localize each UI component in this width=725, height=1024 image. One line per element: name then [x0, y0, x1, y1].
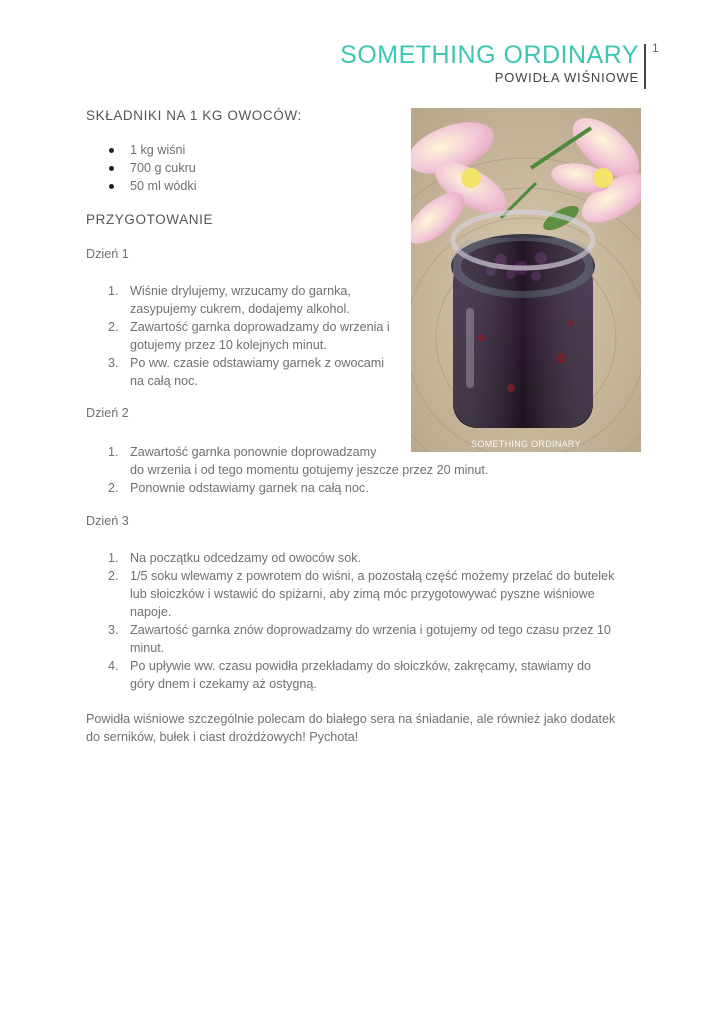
step-line: Zawartość garnka znów doprowadzamy do wrzenia i gotujemy od tego czasu przez 10 — [130, 623, 611, 637]
step-item — [108, 479, 628, 497]
step-number: 3. — [108, 356, 119, 370]
step-number: 2. — [108, 481, 119, 495]
step-item — [108, 318, 408, 354]
step-item — [108, 621, 648, 657]
step-line: lub słoiczków i wstawić do spiżarni, aby zimą móc przygotowywać pyszne wiśniowe — [130, 587, 595, 601]
photo-illustration — [411, 108, 641, 452]
step-number: 2. — [108, 569, 119, 583]
step-line: góry dnem i czekamy aż ostygną. — [130, 677, 317, 691]
jam-jar-photo — [411, 108, 641, 452]
closing-paragraph — [86, 710, 656, 746]
ingredient-text: 700 g cukru — [130, 161, 196, 175]
step-line: Ponownie odstawiamy garnek na całą noc. — [130, 481, 369, 495]
photo-watermark: SOMETHING ORDINARY — [471, 439, 581, 449]
step-item — [108, 657, 648, 693]
step-line: gotujemy przez 10 kolejnych minut. — [130, 338, 327, 352]
ingredient-item — [108, 141, 368, 159]
ingredient-text: 1 kg wiśni — [130, 143, 186, 157]
step-item — [108, 567, 648, 621]
step-line: Po ww. czasie odstawiamy garnek z owocami — [130, 356, 385, 370]
header-divider — [644, 44, 646, 89]
step-number: 3. — [108, 623, 119, 637]
ingredients-list — [108, 141, 368, 195]
step-line: Zawartość garnka doprowadzamy do wrzenia i — [130, 320, 390, 334]
step-item — [108, 282, 408, 318]
jar — [451, 212, 595, 428]
step-line: Po upływie ww. czasu powidła przekładamy do słoiczków, zakręcamy, stawiamy do — [130, 659, 592, 673]
step-line: minut. — [130, 641, 165, 655]
ingredient-text: 50 ml wódki — [130, 179, 197, 193]
paragraph-line: do serników, bułek i ciast drożdżowych! Pychota! — [86, 730, 359, 744]
step-line: zasypujemy cukrem, dodajemy alkohol. — [130, 302, 350, 316]
step-line: napoje. — [130, 605, 172, 619]
recipe-subtitle: POWIDŁA WIŚNIOWE — [494, 70, 639, 85]
step-number: 4. — [108, 659, 119, 673]
step-number: 1. — [108, 445, 119, 459]
page-number: 1 — [652, 41, 659, 55]
day1-steps — [108, 282, 408, 390]
step-line: Zawartość garnka ponownie doprowadzamy — [130, 445, 377, 459]
paragraph-line: Powidła wiśniowe szczególnie polecam do białego sera na śniadanie, ale również jako dodatek — [86, 712, 616, 726]
step-number: 1. — [108, 551, 119, 565]
step-line: na całą noc. — [130, 374, 198, 388]
ingredient-item — [108, 159, 368, 177]
brand-title: SOMETHING ORDINARY — [340, 41, 639, 69]
step-item — [108, 354, 408, 390]
step-number: 1. — [108, 284, 119, 298]
step-item — [108, 549, 648, 567]
document-header — [340, 40, 639, 86]
day3-label: Dzień 3 — [86, 514, 129, 528]
step-line: 1/5 soku wlewamy z powrotem do wiśni, a pozostałą część możemy przelać do butelek — [130, 569, 615, 583]
day3-steps — [108, 549, 648, 693]
ingredient-item — [108, 177, 368, 195]
preparation-heading: PRZYGOTOWANIE — [86, 212, 214, 227]
day1-label: Dzień 1 — [86, 247, 129, 261]
step-line: do wrzenia i od tego momentu gotujemy jeszcze przez 20 minut. — [130, 463, 489, 477]
ingredients-heading: SKŁADNIKI NA 1 KG OWOCÓW: — [86, 108, 302, 123]
day2-label: Dzień 2 — [86, 406, 129, 420]
step-line: Na początku odcedzamy od owoców sok. — [130, 551, 362, 565]
step-line: Wiśnie drylujemy, wrzucamy do garnka, — [130, 284, 351, 298]
step-number: 2. — [108, 320, 119, 334]
